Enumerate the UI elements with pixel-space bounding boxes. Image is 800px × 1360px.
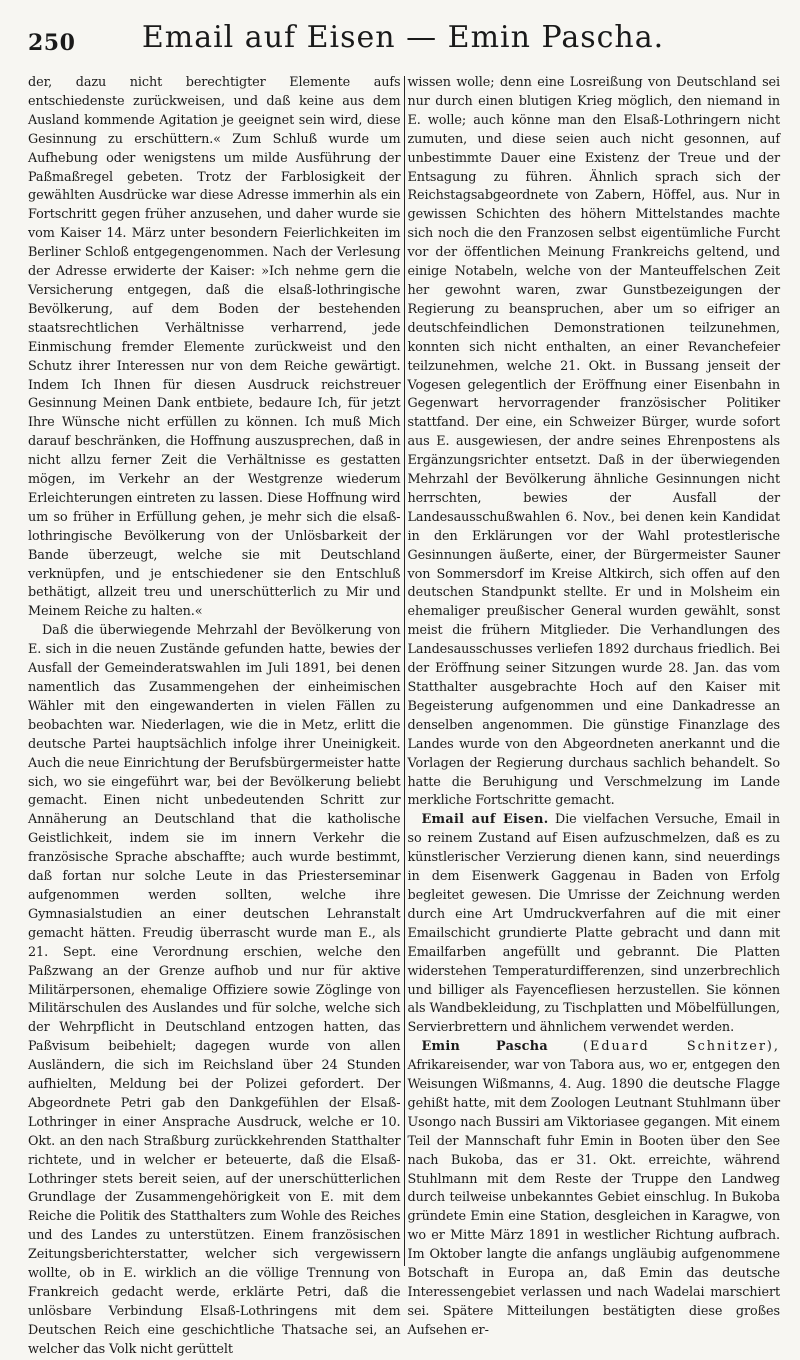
entry-email-auf-eisen: [408, 811, 781, 1038]
left-column: [28, 74, 401, 1357]
entry-text: Die vielfachen Versuche, Email in so reinem Zustand auf Eisen aufzuschmelzen, daß es zu künstlerischer Verzierung dienen kann, sind neuerdings in dem Eisenwerk Gaggenau in Baden von Erfolg begleitet gewesen. Die Umrisse der Zeichnung werden durch eine Art Umdruckverfahren auf die mit einer Emailschicht grundierte Platte gebracht und dann mit Emailfarben angefüllt und gebrannt. Die Platten widerstehen Temperaturdifferenzen, sind unzerbrechlich und billiger als Fayencefliesen herzustellen. Sie können als Wandbekleidung, zu Tischplatten und Möbelfüllungen, Servierbrettern und ähnlichem verwendet werden.: [407, 812, 781, 1036]
right-column: [407, 74, 781, 1338]
column-divider: [404, 76, 405, 1266]
running-title: Email auf Eisen — Emin Pascha.: [141, 20, 665, 55]
entry-emin-pascha: [408, 1038, 781, 1341]
entry-name: (Eduard Schnitzer),: [583, 1039, 780, 1055]
paragraph: wissen wolle; denn eine Losreißung von Deutschland sei nur durch einen blutigen Krieg möglich, den niemand in E. wolle; auch könne man den Elsaß-Lothringern nicht zumuten, und diese seien auch nicht gesonnen, auf unbestimmte Dauer eine Existenz der Treue und der Entsagung zu führen. Ähnlich sprach sich der Reichstagsabgeordnete von Zabern, Höffel, aus. Nur in gewissen Schichten des höhern Mittelstandes machte sich noch die den Franzosen selbst eigentümliche Furcht vor der öffentlichen Meinung Frankreichs geltend, und einige Notabeln, welche von der Manteuffelschen Zeit her gewohnt waren, zwar Gunstbezeigungen der Regierung zu beanspruchen, aber um so eifriger an deutschfeindlichen Demonstrationen teilzunehmen, konnten sich nicht enthalten, an einer Revanchefeier teilzunehmen, welche 21. Okt. in Bussang jenseit der Vogesen gelegentlich der Eröffnung einer Eisenbahn in Gegenwart hervorragender französischer Politiker stattfand. Der eine, ein Schweizer Bürger, wurde sofort aus E. ausgewiesen, der andre seines Ehrenpostens als Ergänzungsrichter entsetzt. Daß in der überwiegenden Mehrzahl der Bevölkerung ähnliche Gesinnungen nicht herrschten, bewies der Ausfall der Landesausschußwahlen 6. Nov., bei denen kein Kandidat in den Erklärungen vor der Wahl protestlerische Gesinnungen äußerte, einer, der Bürgermeister Sauner von Sommersdorf im Kreise Altkirch, sich offen auf den deutschen Standpunkt stellte. Er und in Molsheim ein ehemaliger preußischer General wurden gewählt, sonst meist die frühern Mitglieder. Die Verhandlungen des Landesausschusses verliefen 1892 durchaus friedlich. Bei der Eröffnung seiner Sitzungen wurde 28. Jan. das vom Statthalter ausgebrachte Hoch auf den Kaiser mit Begeisterung aufgenommen und eine Dankadresse an denselben angenommen. Die günstige Finanzlage des Landes wurde von den Abgeordneten anerkannt und die Vorlagen der Regierung durchaus sachlich behandelt. So hatte die Beruhigung und Verschmelzung im Lande merkliche Fortschritte gemacht.: [407, 75, 780, 809]
text-columns: [28, 74, 781, 1357]
page-number: 250: [28, 30, 76, 56]
entry-heading: Emin Pascha: [421, 1039, 548, 1055]
paragraph: Daß die überwiegende Mehrzahl der Bevölkerung von E. sich in die neuen Zustände gefunden hatte, bewies der Ausfall der Gemeinderatswahlen im Juli 1891, bei denen namentlich das Zusammengehen der einheimischen Wähler mit den eingewanderten in vielen Fällen zu beobachten war. Niederlagen, wie die in Metz, erlitt die deutsche Partei hauptsächlich infolge ihrer Uneinigkeit. Auch die neue Einrichtung der Berufsbürgermeister hatte sich, wo sie eingeführt war, bei der Bevölkerung beliebt gemacht. Einen nicht unbedeutenden Schritt zur Annäherung an Deutschland that die katholische Geistlichkeit, indem sie im innern Verkehr die französische Sprache abschaffte; auch wurde bestimmt, daß fortan nur solche Leute in das Priesterseminar aufgenommen werden sollten, welche ihre Gymnasialstudien an einer deutschen Lehranstalt gemacht hätten. Freudig überrascht wurde man E., als 21. Sept. eine Verordnung erschien, welche den Paßzwang an der Grenze aufhob und nur für aktive Militärpersonen, ehemalige Offiziere sowie Zöglinge von Militärschulen des Auslandes und für solche, welche sich der Wehrpflicht in Deutschland entzogen hatten, das Paßvisum beibehielt; dagegen wurde von allen Ausländern, die sich im Reichsland über 24 Stunden aufhielten, Meldung bei der Polizei gefordert. Der Abgeordnete Petri gab den Dankgefühlen der Elsaß-Lothringer in einer Ansprache Ausdruck, welche er 10. Okt. an den nach Straßburg zurückkehrenden Statthalter richtete, und in welcher er beteuerte, daß die Elsaß-Lothringer stets bereit seien, auf der unerschütterlichen Grundlage der Zusammengehörigkeit von E. mit dem Reiche die Politik des Statthalters zum Wohle des Reiches und des Landes zu unterstützen. Einem französischen Zeitungsberichterstatter, welcher sich vergewissern wollte, ob in E. wirklich an die völlige Trennung von Frankreich gedacht werde, erklärte Petri, daß die unlösbare Verbindung Elsaß-Lothringens mit dem Deutschen Reich eine geschichtliche Thatsache sei, an welcher das Volk nicht gerüttelt: [28, 623, 401, 1357]
entry-text: Afrikareisender, war von Tabora aus, wo er, entgegen den Weisungen Wißmanns, 4. Aug. 1890 die deutsche Flagge gehißt hatte, mit dem Zoologen Leutnant Stuhlmann über Usongo nach Bussiri am Viktoriasee gegangen. Mit einem Teil der Mannschaft fuhr Emin in Booten über den See nach Bukoba, das er 31. Okt. erreichte, während Stuhlmann mit dem Reste der Truppe den Landweg durch teilweise unbekanntes Gebiet einschlug. In Bukoba gründete Emin eine Station, desgleichen in Karagwe, von wo er Mitte März 1891 in westlicher Richtung aufbrach. Im Oktober langte die anfangs ungläubig aufgenommene Botschaft in Europa an, daß Emin das deutsche Interessengebiet verlassen und nach Wadelai marschiert sei. Spätere Mitteilungen bestätigten diese großes Aufsehen er-: [407, 1058, 780, 1338]
entry-heading: Email auf Eisen.: [421, 812, 549, 828]
page-header: [28, 8, 778, 72]
paragraph: der, dazu nicht berechtigter Elemente aufs entschiedenste zurückweisen, und daß keine aus dem Ausland kommende Agitation je geeignet sein wird, diese Gesinnung zu erschüttern.« Zum Schluß wurde um Aufhebung oder wenigstens um milde Ausführung der Paßmaßregel gebeten. Trotz der Farblosigkeit der gewählten Ausdrücke war diese Adresse immerhin als ein Fortschritt gegen früher anzusehen, und daher wurde sie vom Kaiser 14. März unter besondern Feierlichkeiten im Berliner Schloß entgegengenommen. Nach der Verlesung der Adresse erwiderte der Kaiser: »Ich nehme gern die Versicherung entgegen, daß die elsaß-lothringische Bevölkerung, auf dem Boden der bestehenden staatsrechtlichen Verhältnisse verharrend, jede Einmischung fremder Elemente zurückweist und den Schutz ihrer Interessen nur von dem Reiche gewärtigt. Indem Ich Ihnen für diesen Ausdruck reichstreuer Gesinnung Meinen Dank entbiete, bedaure Ich, für jetzt Ihre Wünsche nicht erfüllen zu können. Ich muß Mich darauf beschränken, die Hoffnung auszusprechen, daß in nicht allzu ferner Zeit die Verhältnisse es gestatten mögen, im Verkehr an der Westgrenze wiederum Erleichterungen eintreten zu lassen. Diese Hoffnung wird um so früher in Erfüllung gehen, je mehr sich die elsaß-lothringische Bevölkerung von der Unlösbarkeit der Bande überzeugt, welche sie mit Deutschland verknüpfen, und je entschiedener sie den Entschluß bethätigt, allzeit treu und unerschütterlich zu Mir und Meinem Reiche zu halten.«: [28, 75, 401, 620]
